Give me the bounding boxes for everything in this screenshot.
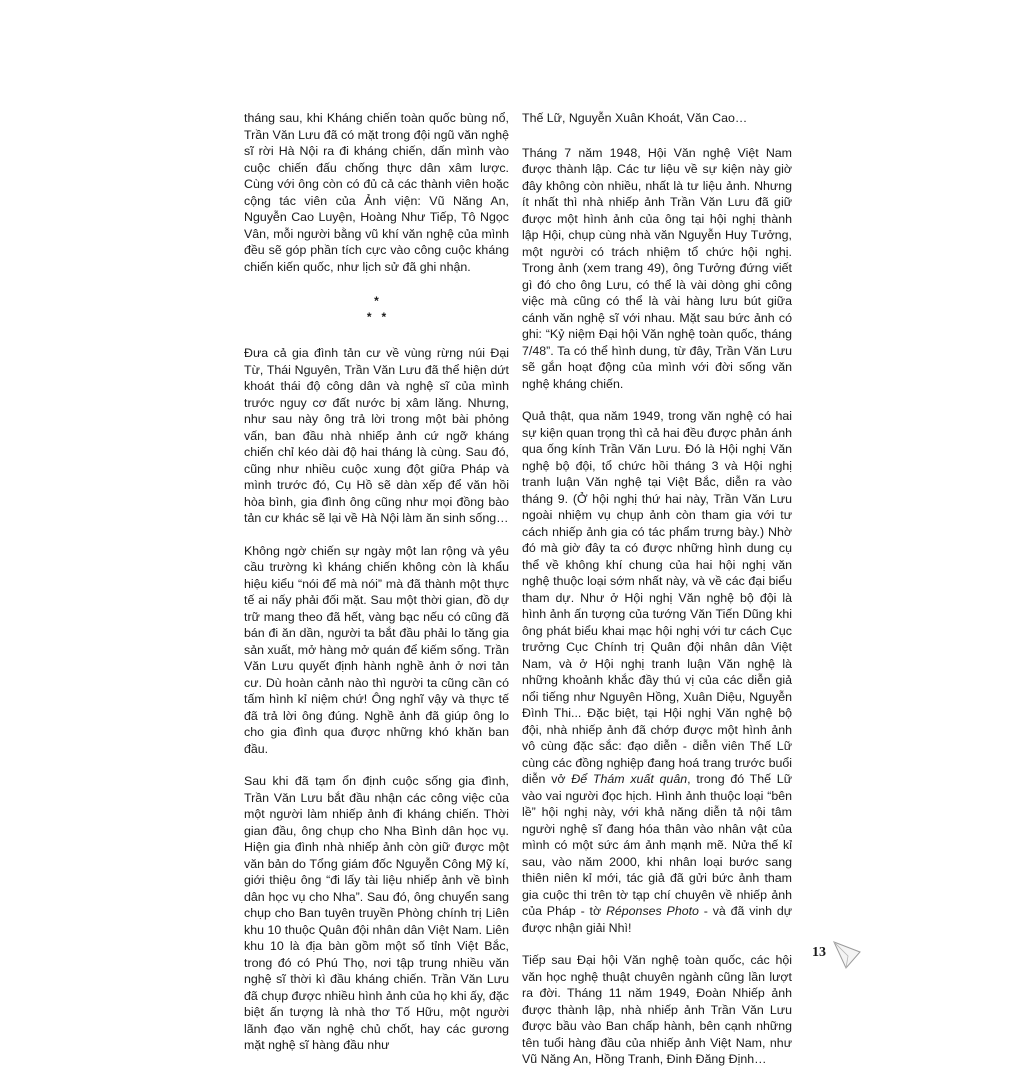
page-corner-fold-icon	[828, 938, 862, 970]
paragraph: Tiếp sau Đại hội Văn nghệ toàn quốc, các hội văn học nghệ thuật chuyên ngành cũng lần lượt ra đời. Tháng 11 năm 1949, Đoàn Nhiếp ảnh được thành lập, nhà nhiếp ảnh Trần Văn Lưu được bầu vào Ban chấp hành, bên cạnh những tên tuổi hàng đầu của nhiếp ảnh Việt Nam, như Vũ Năng An, Hồng Tranh, Đinh Đăng Định…	[522, 953, 792, 1066]
separator-stars-top: *	[374, 294, 379, 308]
separator-stars-bottom: * *	[366, 310, 387, 324]
paragraph: Đưa cả gia đình tản cư về vùng rừng núi Đại Từ, Thái Nguyên, Trần Văn Lưu đã thể hiện dứt khoát thái độ công dân và nghệ sĩ của mình trước nguy cơ đất nước bị xâm lăng. Nhưng, như sau này ông trả lời trong một bài phỏng vấn, ban đầu nhà nhiếp ảnh cứ ngỡ kháng chiến chỉ kéo dài độ hai tháng là cùng. Sau đó, cũng như nhiều cuộc xung đột giữa Pháp và mình trước đó, Cụ Hồ sẽ dàn xếp để văn hồi hòa bình, gia đình ông cũng như mọi đồng bào tản cư khác sẽ lại về Hà Nội làm ăn sinh sống…	[244, 346, 509, 525]
text-run: Quả thật, qua năm 1949, trong văn nghệ có hai sự kiện quan trọng thì cả hai đều được phản ánh qua ống kính Trần Văn Lưu. Đó là Hội nghị Văn nghệ bộ đội, tổ chức hồi tháng 3 và Hội nghị tranh luận Văn nghệ tại Việt Bắc, diễn ra vào tháng 9. (Ở hội nghị thứ hai này, Trần Văn Lưu ngoài nhiệm vụ chụp ảnh còn tham gia với tư cách nhiếp ảnh gia có tác phẩm trưng bày.) Nhờ đó mà giờ đây ta có được những hình dung cụ thể về không khí chung của hai hội nghị văn nghệ thuộc loại sớm nhất này, và về các đại biểu tham dự. Như ở Hội nghị Văn nghệ bộ đội là hình ảnh ấn tượng của tướng Văn Tiến Dũng khi ông phát biểu khai mạc hội nghị với tư cách Cục trưởng Cục Chính trị Quân đội nhân dân Việt Nam, và ở Hội nghị tranh luận Văn nghệ là những khoảnh khắc đầy thú vị của các diễn giả nổi tiếng như Nguyên Hồng, Xuân Diệu, Nguyễn Đình Thi... Đặc biệt, tại Hội nghị Văn nghệ bộ đội, nhà nhiếp ảnh đã chớp được một hình ảnh vô cùng đặc sắc: đạo diễn - diễn viên Thế Lữ cùng các đồng nghiệp đang hoá trang trước buổi diễn vở	[522, 409, 792, 786]
left-column	[244, 110, 509, 1070]
paragraph: Không ngờ chiến sự ngày một lan rộng và yêu cầu trường kì kháng chiến không còn là khẩu hiệu kiểu “nói để mà nói” mà đã thành một thực tế ai nấy phải đối mặt. Sau một thời gian, đồ dự trữ mang theo đã hết, vàng bạc nếu có cũng đã bán đi ăn dần, người ta bắt đầu phải lo tăng gia sản xuất, mở hàng mở quán để kiếm sống. Trần Văn Lưu quyết định hành nghề ảnh ở nơi tản cư. Dù hoàn cảnh nào thì người ta cũng cần có tấm hình kỉ niệm chứ! Ông nghĩ vậy và thực tế đã trả lời ông đúng. Nghề ảnh đã giúp ông lo cho gia đình qua được những khó khăn ban đầu.	[244, 543, 509, 756]
paragraph: Sau khi đã tạm ổn định cuộc sống gia đình, Trần Văn Lưu bắt đầu nhận các công việc của một người làm nhiếp ảnh đi kháng chiến. Thời gian đầu, ông chụp cho Nha Bình dân học vụ. Hiện gia đình nhà nhiếp ảnh còn giữ được một văn bản do Tổng giám đốc Nguyễn Công Mỹ kí, giới thiệu ông “đi lấy tài liệu nhiếp ảnh về bình dân học vụ cho Nha”. Sau đó, ông chuyển sang chụp cho Ban tuyên truyền Phòng chính trị Liên khu 10 thuộc Quân đội nhân dân Việt Nam. Liên khu 10 là địa bàn gồm một số tỉnh Việt Bắc, trong đó có Phú Thọ, nơi tập trung nhiều văn nghệ sĩ thời kì đầu kháng chiến. Trần Văn Lưu đã chụp được nhiều hình ảnh của họ khi ấy, đặc biệt ấn tượng là nhà thơ Tố Hữu, một người lãnh đạo văn nghệ chủ chốt, hay các gương mặt nghệ sĩ hàng đầu như	[244, 774, 509, 1052]
magazine-title: Réponses Photo	[605, 904, 699, 918]
paragraph: tháng sau, khi Kháng chiến toàn quốc bùng nổ, Trần Văn Lưu đã có mặt trong đội ngũ văn nghệ sĩ rời Hà Nội ra đi kháng chiến, dấn mình vào cuộc chiến đấu chống thực dân xâm lược. Cùng với ông còn có đủ cả các thành viên hoặc cộng tác viên của Ảnh viện: Vũ Năng An, Nguyễn Cao Luyện, Hoàng Như Tiếp, Tô Ngọc Vân, mỗi người bằng vũ khí văn nghệ của mình đều sẽ góp phần tích cực vào công cuộc kháng chiến kiến quốc, như lịch sử đã ghi nhận.	[244, 111, 509, 274]
text-run: - và đã vinh dự được nhận giải Nhì!	[522, 904, 793, 935]
play-title: Để Thám xuất quân	[571, 772, 688, 786]
text-run: , trong đó Thế Lữ vào vai người đọc hịch. Hình ảnh thuộc loại “bên lề” hội nghị này, với khả năng diễn tả nội tâm người nghệ sĩ đang hóa thân vào nhân vật của mình có một sức ám ảnh mạnh mẽ. Nửa thế kỉ sau, vào năm 2000, khi nhân loại bước sang thiên niên kỉ mới, tác giả đã gửi bức ảnh tham gia cuộc thi trên tờ tạp chí chuyên về nhiếp ảnh của Pháp - tờ	[522, 772, 792, 918]
right-column	[522, 110, 792, 1084]
section-separator	[244, 293, 509, 325]
paragraph: Tháng 7 năm 1948, Hội Văn nghệ Việt Nam được thành lập. Các tư liệu về sự kiện này giờ đây không còn nhiều, nhất là tư liệu ảnh. Nhưng ít nhất thì nhà nhiếp ảnh Trần Văn Lưu đã giữ được một hình ảnh của ông tại hội nghị thành lập Hội, chụp cùng nhà văn Nguyễn Huy Tưởng, một người có trách nhiệm tổ chức hội nghị. Trong ảnh (xem trang 49), ông Tưởng đứng viết gì đó cho ông Lưu, có thể là vài dòng ghi công việc mà cũng có thể là vài hàng lưu bút giữa cánh văn nghệ sĩ với nhau. Mặt sau bức ảnh có ghi: “Kỷ niệm Đại hội Văn nghệ toàn quốc, tháng 7/48”. Ta có thể hình dung, từ đây, Trần Văn Lưu sẽ gắn hoạt động của mình với đời sống văn nghệ kháng chiến.	[522, 145, 792, 391]
paragraph	[522, 408, 792, 936]
paragraph: Thế Lữ, Nguyễn Xuân Khoát, Văn Cao…	[522, 111, 748, 125]
page-number: 13	[812, 945, 826, 960]
